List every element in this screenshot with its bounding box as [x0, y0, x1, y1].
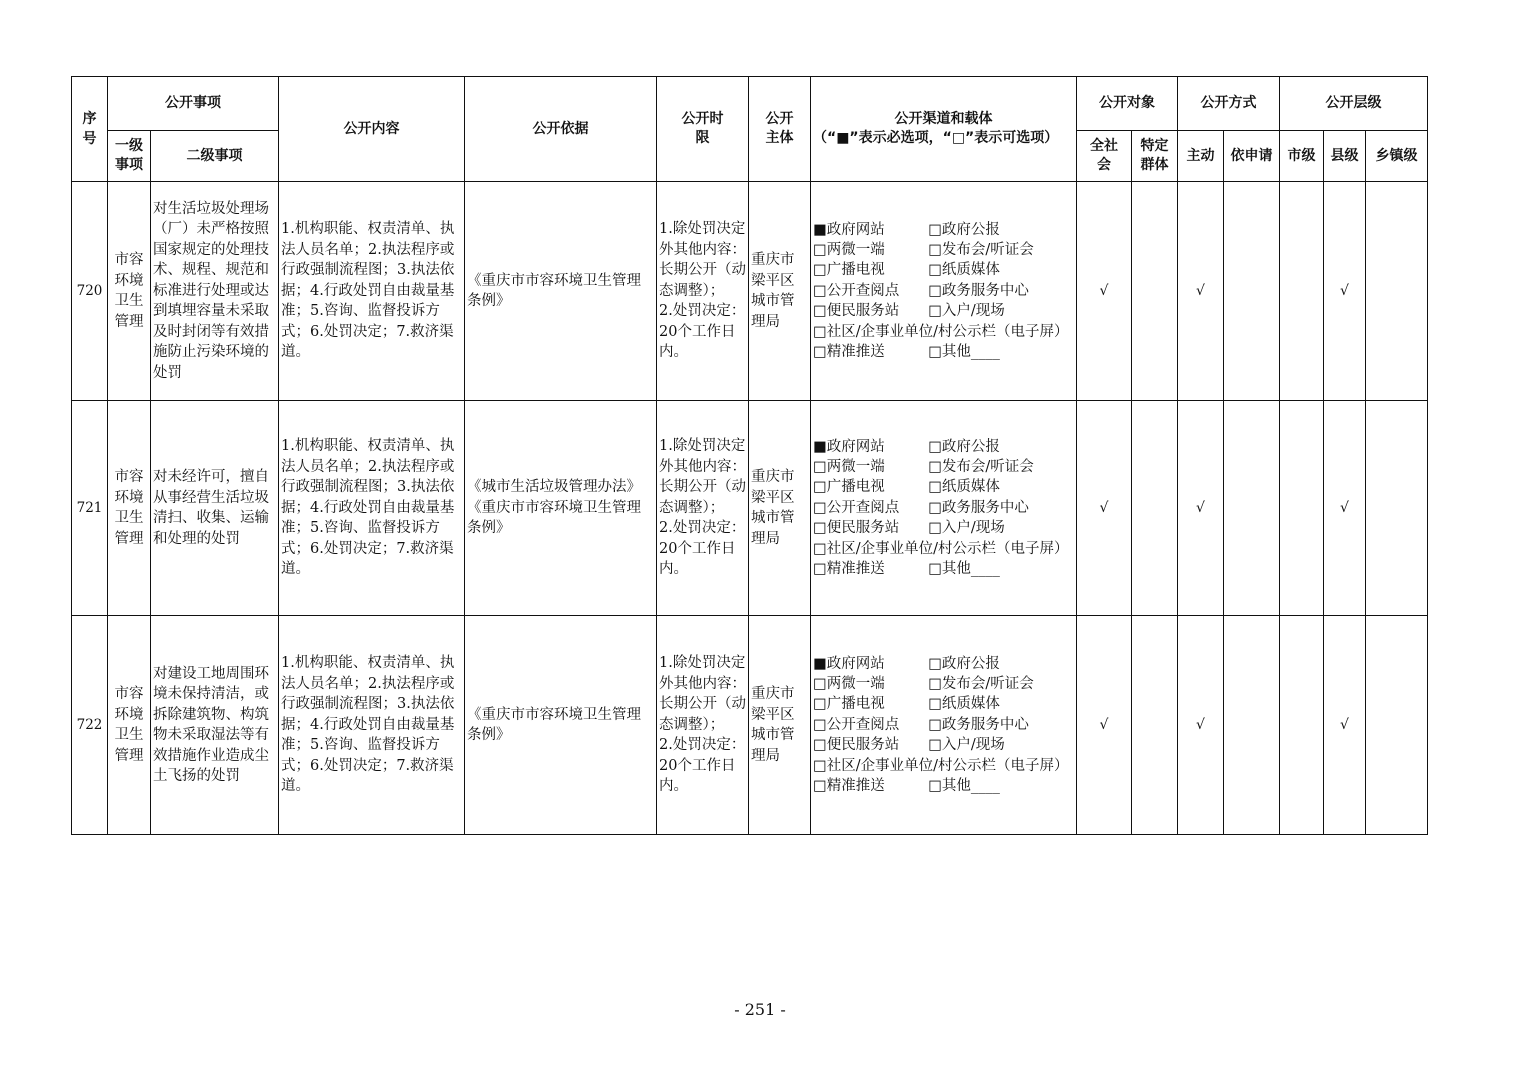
- header-level1: 一级事项: [108, 131, 151, 182]
- level-city-mark: [1280, 182, 1324, 401]
- header-method: 公开方式: [1178, 77, 1280, 131]
- channels: ■政府网站 □政府公报 □两微一端 □发布会/听证会 □广播电视 □纸质媒体 □公开查阅点 □政务服务中心 □便民服务站 □入户/现场 □社区/企事业单位/村公示栏（电子屏） □精准推送 □其他____: [811, 616, 1077, 835]
- table-row: [72, 401, 1428, 616]
- header-method-active: 主动: [1178, 131, 1224, 182]
- public-subject: 重庆市梁平区城市管理局: [749, 182, 811, 401]
- target-specific-mark: [1132, 616, 1178, 835]
- channels: ■政府网站 □政府公报 □两微一端 □发布会/听证会 □广播电视 □纸质媒体 □公开查阅点 □政务服务中心 □便民服务站 □入户/现场 □社区/企事业单位/村公示栏（电子屏） □精准推送 □其他____: [811, 401, 1077, 616]
- row-number: 722: [72, 616, 108, 835]
- level-town-mark: [1366, 401, 1428, 616]
- public-content: 1.机构职能、权责清单、执法人员名单；2.执法程序或行政强制流程图；3.执法依据；4.行政处罚自由裁量基准；5.咨询、监督投诉方式；6.处罚决定；7.救济渠道。: [279, 616, 465, 835]
- public-basis: 《重庆市市容环境卫生管理条例》: [465, 616, 657, 835]
- header-basis: 公开依据: [465, 77, 657, 182]
- header-level-town: 乡镇级: [1366, 131, 1428, 182]
- target-specific-mark: [1132, 401, 1178, 616]
- header-level: 公开层级: [1280, 77, 1428, 131]
- method-active-mark: √: [1178, 616, 1224, 835]
- target-specific-mark: [1132, 182, 1178, 401]
- time-limit: 1.除处罚决定外其他内容：长期公开（动态调整）； 2.处罚决定：20个工作日内。: [657, 182, 749, 401]
- header-content: 公开内容: [279, 77, 465, 182]
- header-target-all: 全社会: [1077, 131, 1132, 182]
- level1-item: 市容环境卫生管理: [108, 616, 151, 835]
- method-apply-mark: [1224, 182, 1280, 401]
- level-county-mark: √: [1324, 182, 1366, 401]
- time-limit: 1.除处罚决定外其他内容：长期公开（动态调整）； 2.处罚决定：20个工作日内。: [657, 401, 749, 616]
- level2-item: 对未经许可，擅自从事经营生活垃圾清扫、收集、运输和处理的处罚: [151, 401, 279, 616]
- row-number: 720: [72, 182, 108, 401]
- level2-item: 对生活垃圾处理场（厂）未严格按照国家规定的处理技术、规程、规范和标准进行处理或达到填埋容量未采取及时封闭等有效措施防止污染环境的处罚: [151, 182, 279, 401]
- target-all-mark: √: [1077, 616, 1132, 835]
- header-channel-title: 公开渠道和载体: [894, 111, 993, 127]
- header-seq: 序号: [72, 77, 108, 182]
- table-row: [72, 616, 1428, 835]
- header-level-city: 市级: [1280, 131, 1324, 182]
- method-apply-mark: [1224, 616, 1280, 835]
- level2-item: 对建设工地周围环境未保持清洁，或拆除建筑物、构筑物未采取湿法等有效措施作业造成尘土飞扬的处罚: [151, 616, 279, 835]
- level-city-mark: [1280, 401, 1324, 616]
- level1-item: 市容环境卫生管理: [108, 182, 151, 401]
- public-content: 1.机构职能、权责清单、执法人员名单；2.执法程序或行政强制流程图；3.执法依据；4.行政处罚自由裁量基准；5.咨询、监督投诉方式；6.处罚决定；7.救济渠道。: [279, 401, 465, 616]
- public-content: 1.机构职能、权责清单、执法人员名单；2.执法程序或行政强制流程图；3.执法依据；4.行政处罚自由裁量基准；5.咨询、监督投诉方式；6.处罚决定；7.救济渠道。: [279, 182, 465, 401]
- method-active-mark: √: [1178, 401, 1224, 616]
- level-city-mark: [1280, 616, 1324, 835]
- target-all-mark: √: [1077, 401, 1132, 616]
- header-target-specific: 特定群体: [1132, 131, 1178, 182]
- level-town-mark: [1366, 182, 1428, 401]
- header-time-limit: 公开时限: [657, 77, 749, 182]
- time-limit: 1.除处罚决定外其他内容：长期公开（动态调整）； 2.处罚决定：20个工作日内。: [657, 616, 749, 835]
- level-county-mark: √: [1324, 616, 1366, 835]
- header-channel: [811, 77, 1077, 182]
- level-county-mark: √: [1324, 401, 1366, 616]
- method-apply-mark: [1224, 401, 1280, 616]
- header-subject: 公开主体: [749, 77, 811, 182]
- level1-item: 市容环境卫生管理: [108, 401, 151, 616]
- page-number: - 251 -: [734, 1000, 786, 1019]
- public-subject: 重庆市梁平区城市管理局: [749, 616, 811, 835]
- public-subject: 重庆市梁平区城市管理局: [749, 401, 811, 616]
- level-town-mark: [1366, 616, 1428, 835]
- target-all-mark: √: [1077, 182, 1132, 401]
- header-level2: 二级事项: [151, 131, 279, 182]
- channels: ■政府网站 □政府公报 □两微一端 □发布会/听证会 □广播电视 □纸质媒体 □公开查阅点 □政务服务中心 □便民服务站 □入户/现场 □社区/企事业单位/村公示栏（电子屏） □精准推送 □其他____: [811, 182, 1077, 401]
- header-level-county: 县级: [1324, 131, 1366, 182]
- public-basis: 《重庆市市容环境卫生管理条例》: [465, 182, 657, 401]
- table-row: [72, 182, 1428, 401]
- header-public-item: 公开事项: [108, 77, 279, 131]
- header-method-apply: 依申请: [1224, 131, 1280, 182]
- header-target: 公开对象: [1077, 77, 1178, 131]
- public-basis: 《城市生活垃圾管理办法》《重庆市市容环境卫生管理条例》: [465, 401, 657, 616]
- disclosure-table: [71, 76, 1428, 835]
- method-active-mark: √: [1178, 182, 1224, 401]
- row-number: 721: [72, 401, 108, 616]
- header-channel-note: （“■”表示必选项，“□”表示可选项）: [813, 130, 1059, 146]
